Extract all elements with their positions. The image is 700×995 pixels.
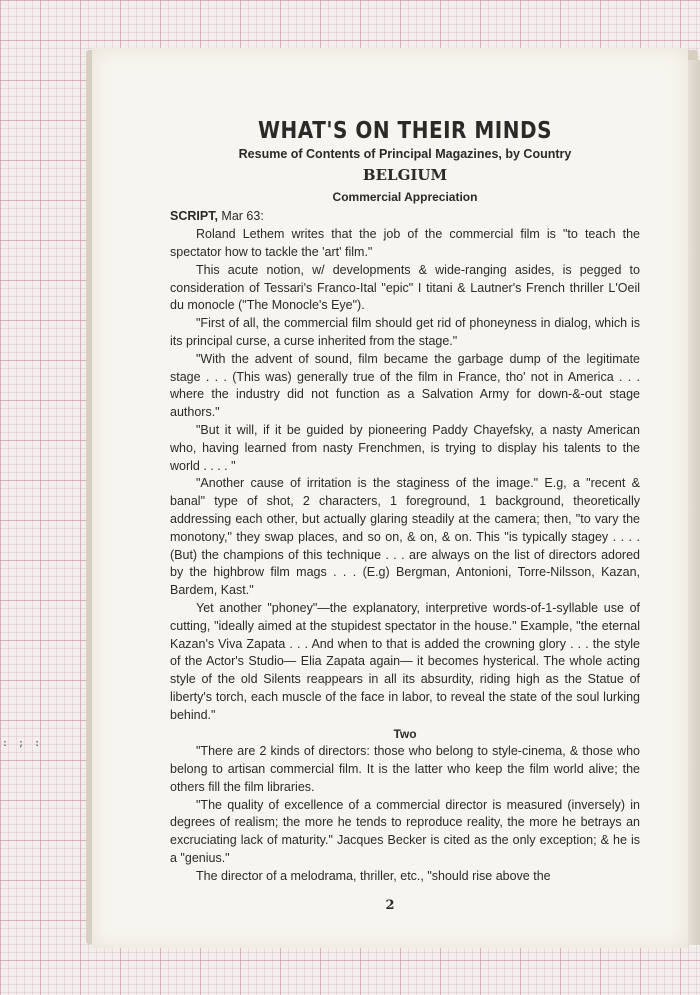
paragraph: The director of a melodrama, thriller, etc., "should rise above the [196,868,551,883]
paragraph: "The quality of excellence of a commercial director is measured (inversely) in degrees of realism; the more he tends to reproduce reality, the more he betrays an excruciating lack of maturity." Jacques Becker is cited as the only exception; & he is a "genius." [170,797,640,866]
section-heading: Commercial Appreciation [332,189,478,204]
paragraph: This acute notion, w/ developments & wide-ranging asides, is pegged to consideration of Tessari's Franco-Ital "epic" I titani & Lautner's French thriller L'Oeil du monocle ("The Monocle's Eye"). [170,262,640,313]
country-heading: BELGIUM [362,165,448,184]
paragraph: "There are 2 kinds of directors: those who belong to style-cinema, & those who belong to artisan commercial film. It is the latter who keep the film world alive; the others fill the film libraries. [170,744,640,794]
paragraph: Roland Lethem writes that the job of the commercial film is "to teach the spectator how to tackle the 'art' film." [170,227,640,259]
page-number: 2 [385,898,395,913]
source-line [170,208,640,226]
magazine-page [92,48,688,948]
page-subtitle: Resume of Contents of Principal Magazines, by Country [238,147,572,161]
paragraph: "Another cause of irritation is the staginess of the image." E.g, a "recent & banal" type of shot, 2 characters, 1 foreground, 1 background, theoretically addressing each other, but actually glaring steadily at the camera; then, "to vary the monotony," they swap places, and so on, & on, & on. This "is typically stagey . . . . (But) the champions of this technique . . . are always on the list of directors adored by the highbrow film mags . . . (E.g) Bergman, Antonioni, Torre-Nilsson, Kazan, Bardem, Kast." [170,476,640,598]
subheading-two: Two [393,726,417,741]
paragraph: "With the advent of sound, film became the garbage dump of the legitimate stage . . . (This was) generally true of the film in France, tho' not in America . . . where the industry did not function as a Salvation Army for down-&-out stage authors." [170,351,640,420]
source-date: Mar 63: [221,209,264,224]
page-content [170,118,640,886]
paragraph: Yet another "phoney"—the explanatory, interpretive words-of-1-syllable use of cutting, "ideally aimed at the stupidest spectator in the house." Example, "the eternal Kazan's Viva Zapata . . . And when to that is added the crowning glory . . . the style of the Actor's Studio— Elia Zapata again— it becomes hysterical. The whole acting style of the old Silents reappears in all its absurdity, riding high as the Statue of liberty's torch, each muscle of the face in labor, to reveal the state of the soul lurking behind." [170,600,640,722]
page-title: WHAT'S ON THEIR MINDS [258,116,552,144]
source-name: SCRIPT, [170,209,218,224]
page-edge [686,60,700,945]
paragraph: "But it will, if it be guided by pioneering Paddy Chayefsky, a nasty American who, having learned from nasty Frenchmen, is trying to display his talents to the world . . . . " [170,422,640,473]
margin-marks: : ; : [2,738,43,749]
paragraph: "First of all, the commercial film should get rid of phoneyness in dialog, which is its principal curse, a curse inherited from the stage." [170,316,640,348]
